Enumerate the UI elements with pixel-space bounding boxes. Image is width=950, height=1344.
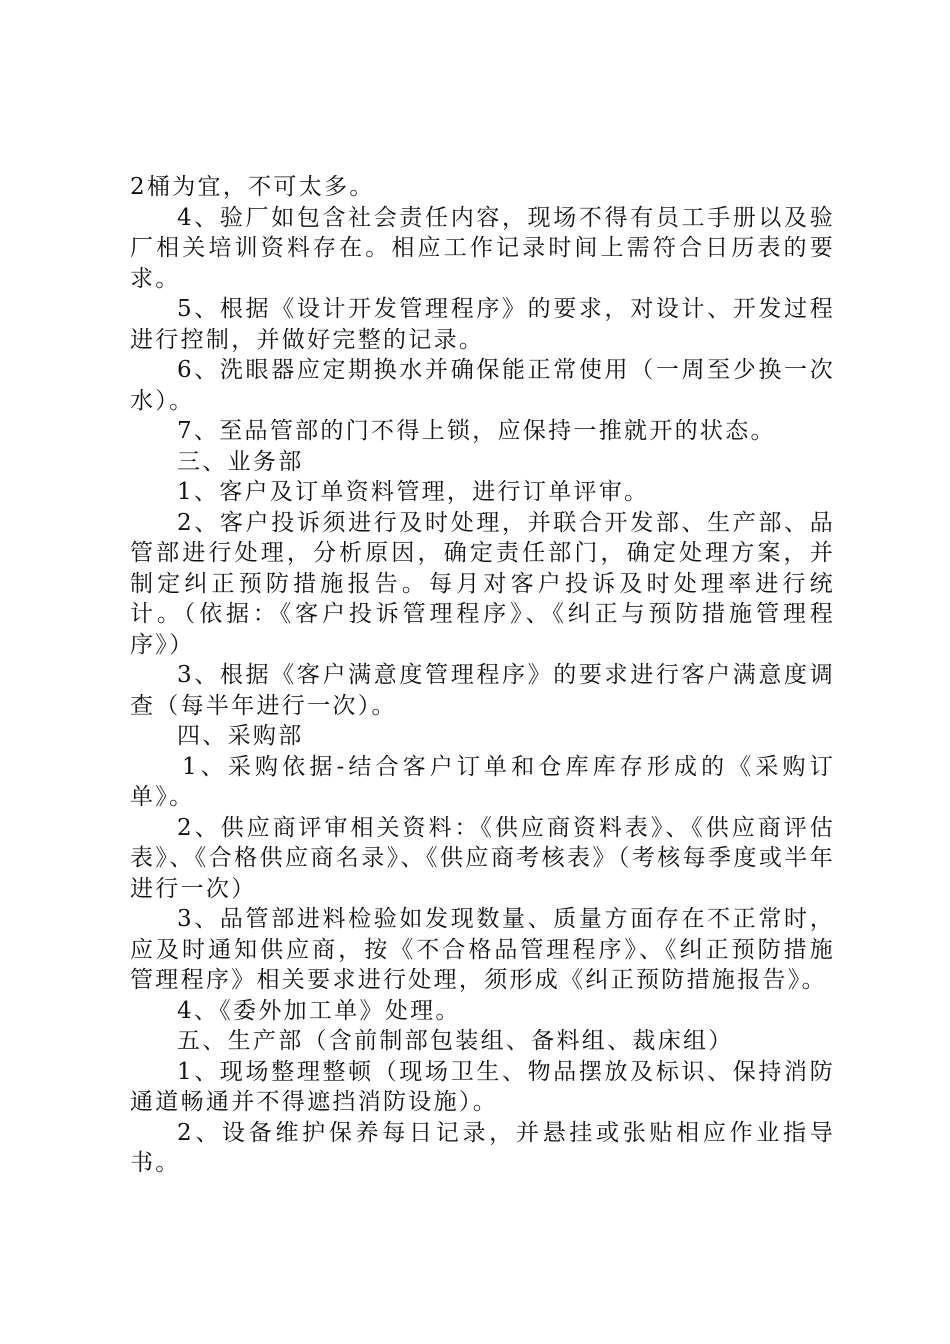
document-body — [130, 172, 835, 1179]
production-item-1: 1、现场整理整顿（现场卫生、物品摆放及标识、保持消防通道畅通并不得遮挡消防设施）。 — [130, 1058, 835, 1115]
purchasing-item-2: 2、供应商评审相关资料：《供应商资料表》、《供应商评估表》、《合格供应商名录》、《供应商考核表》（考核每季度或半年进行一次） — [130, 814, 835, 902]
sales-item-3: 3、根据《客户满意度管理程序》的要求进行客户满意度调查（每半年进行一次）。 — [130, 662, 835, 719]
section-heading-purchasing: 四、采购部 — [177, 723, 304, 749]
paragraph-item-6: 6、洗眼器应定期换水并确保能正常使用（一周至少换一次水）。 — [130, 357, 835, 414]
paragraph-item-7: 7、至品管部的门不得上锁，应保持一推就开的状态。 — [177, 418, 776, 444]
purchasing-item-3: 3、品管部进料检验如发现数量、质量方面存在不正常时，应及时通知供应商，按《不合格品管理程序》、《纠正预防措施管理程序》相关要求进行处理，须形成《纠正预防措施报告》。 — [130, 906, 835, 993]
purchasing-item-1: 1、采购依据-结合客户订单和仓库库存形成的《采购订单》。 — [130, 753, 835, 810]
paragraph-item-5: 5、根据《设计开发管理程序》的要求，对设计、开发过程进行控制，并做好完整的记录。 — [130, 296, 835, 353]
sales-item-2: 2、客户投诉须进行及时处理，并联合开发部、生产部、品管部进行处理，分析原因，确定责任部门，确定处理方案，并制定纠正预防措施报告。每月对客户投诉及时处理率进行统计。（依据：《客户投诉管理程序》、《纠正与预防措施管理程序》） — [130, 509, 835, 658]
production-item-2: 2、设备维护保养每日记录，并悬挂或张贴相应作业指导书。 — [130, 1119, 835, 1176]
sales-item-1: 1、客户及订单资料管理，进行订单评审。 — [177, 479, 650, 505]
section-heading-production: 五、生产部（含前制部包装组、备料组、裁床组） — [177, 1028, 734, 1054]
paragraph-item-4: 4、验厂如包含社会责任内容，现场不得有员工手册以及验厂相关培训资料存在。相应工作记录时间上需符合日历表的要求。 — [130, 204, 835, 292]
paragraph-continuation: 2桶为宜，不可太多。 — [130, 174, 375, 200]
section-heading-sales: 三、业务部 — [177, 448, 304, 475]
purchasing-item-4: 4、《委外加工单》处理。 — [177, 997, 461, 1024]
